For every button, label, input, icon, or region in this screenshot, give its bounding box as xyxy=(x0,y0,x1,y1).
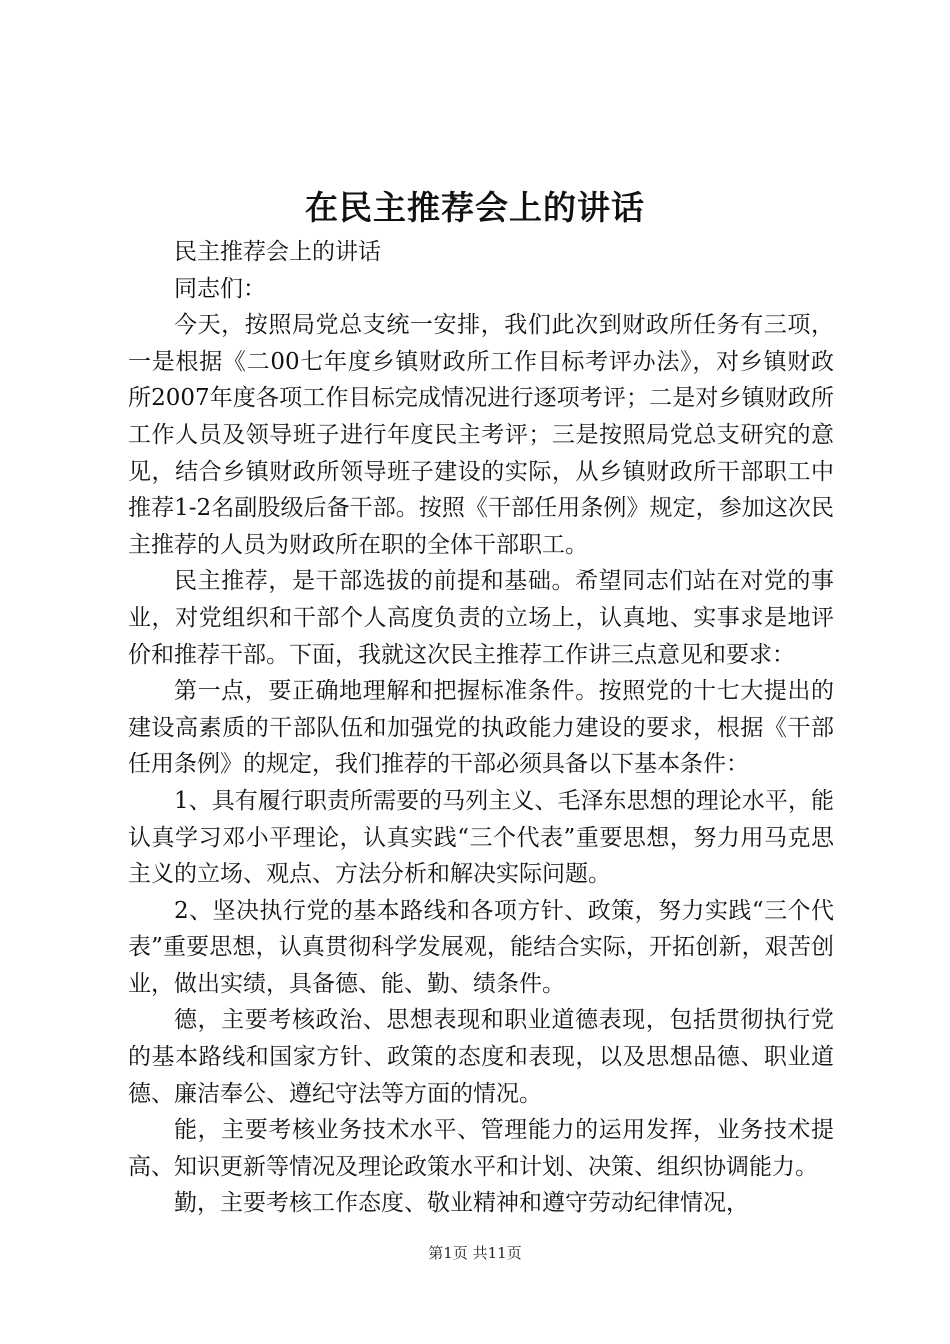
document-title: 在民主推荐会上的讲话 xyxy=(305,188,645,227)
paragraph-neng: 能，主要考核业务技术水平、管理能力的运用发挥，业务技术提高、知识更新等情况及理论政策水平和计划、决策、组织协调能力。 xyxy=(128,1117,834,1180)
paragraph-salutation: 同志们： xyxy=(174,275,266,302)
page-footer: 第1页 共11页 xyxy=(428,1244,522,1262)
paragraph-qin: 勤，主要考核工作态度、敬业精神和遵守劳动纪律情况， xyxy=(174,1190,749,1217)
paragraph-tasks: 今天，按照局党总支统一安排，我们此次到财政所任务有三项，一是根据《二00七年度乡镇财政所工作目标考评办法》，对乡镇财政所2007年度各项工作目标完成情况进行逐项考评；二是对乡镇财政所工作人员及领导班子进行年度民主考评；三是按照局党总支研究的意见，结合乡镇财政所领导班子建设的实际，从乡镇财政所干部职工中推荐1-2名副股级后备干部。按照《干部任用条例》规定，参加这次民主推荐的人员为财政所在职的全体干部职工。 xyxy=(128,312,834,558)
paragraph-recommendation-basis: 民主推荐，是干部选拔的前提和基础。希望同志们站在对党的事业，对党组织和干部个人高度负责的立场上，认真地、实事求是地评价和推荐干部。下面，我就这次民主推荐工作讲三点意见和要求： xyxy=(128,568,834,668)
paragraph-point-one: 第一点，要正确地理解和把握标准条件。按照党的十七大提出的建设高素质的干部队伍和加强党的执政能力建设的要求，根据《干部任用条例》的规定，我们推荐的干部必须具备以下基本条件： xyxy=(128,678,834,778)
document-body xyxy=(128,234,834,1222)
paragraph-de: 德，主要考核政治、思想表现和职业道德表现，包括贯彻执行党的基本路线和国家方针、政策的态度和表现，以及思想品德、职业道德、廉洁奉公、遵纪守法等方面的情况。 xyxy=(128,1007,834,1107)
paragraph-condition-1: 1、具有履行职责所需要的马列主义、毛泽东思想的理论水平，能认真学习邓小平理论，认真实践“三个代表”重要思想，努力用马克思主义的立场、观点、方法分析和解决实际问题。 xyxy=(128,787,834,888)
paragraph-condition-2: 2、坚决执行党的基本路线和各项方针、政策，努力实践“三个代表”重要思想，认真贯彻科学发展观，能结合实际，开拓创新，艰苦创业，做出实绩，具备德、能、勤、绩条件。 xyxy=(128,897,834,997)
paragraph-subtitle: 民主推荐会上的讲话 xyxy=(174,239,381,265)
